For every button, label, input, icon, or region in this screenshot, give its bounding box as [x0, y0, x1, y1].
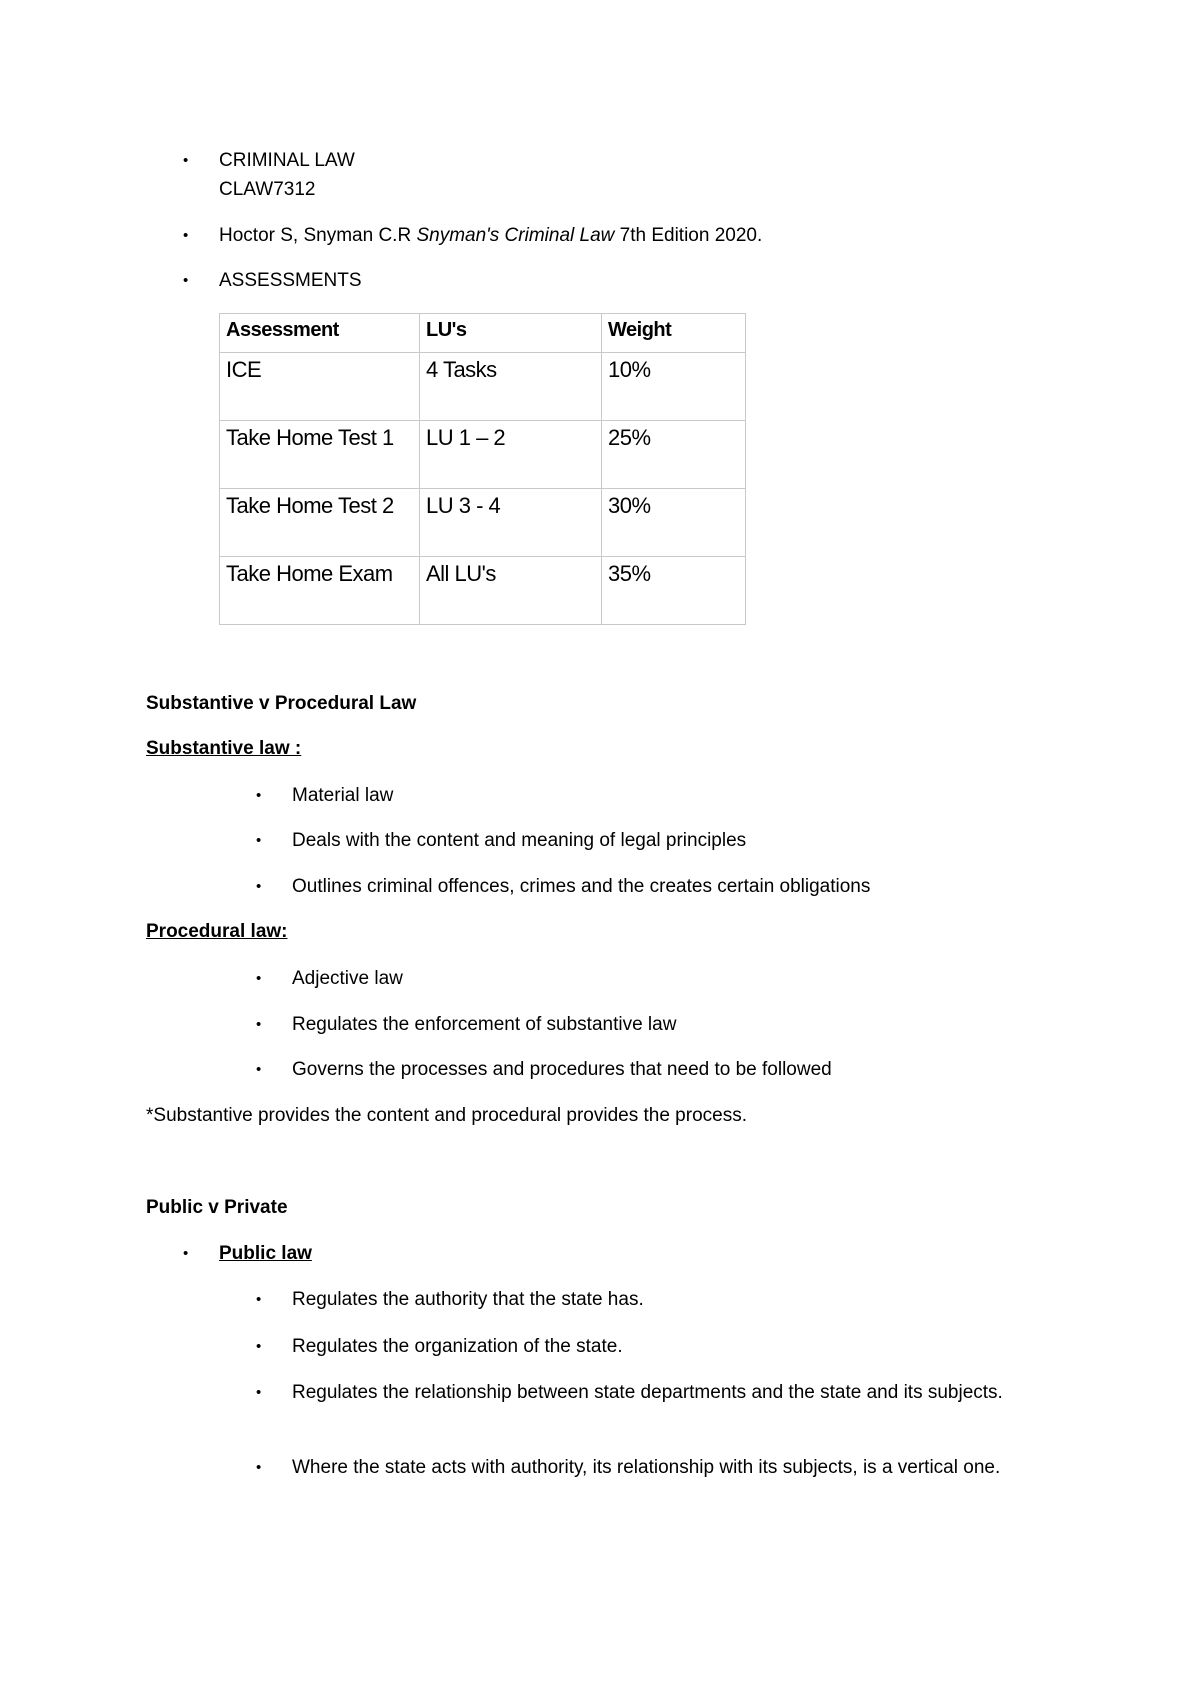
bullet: •: [183, 227, 189, 244]
table-cell: Take Home Test 2: [220, 489, 420, 557]
table-row: [220, 421, 746, 489]
bullet: •: [256, 1061, 262, 1078]
bullet: •: [256, 1016, 262, 1033]
bullet: •: [256, 832, 262, 849]
assessment-table: [219, 313, 746, 625]
section-title-public-private: Public v Private: [146, 1197, 288, 1218]
list-item: Material law: [292, 785, 394, 806]
bullet: •: [183, 1245, 189, 1262]
substantive-law-heading: Substantive law :: [146, 738, 302, 759]
table-cell: LU 3 - 4: [420, 489, 602, 557]
table-cell: 25%: [602, 421, 746, 489]
table-row: [220, 557, 746, 625]
prescribed-reference: [219, 221, 762, 250]
table-cell: 35%: [602, 557, 746, 625]
course-title: CRIMINAL LAW: [219, 150, 355, 171]
table-row: [220, 489, 746, 557]
list-item: Adjective law: [292, 968, 403, 989]
list-item: Regulates the relationship between state departments and the state and its subjects.: [292, 1382, 1003, 1403]
table-cell: LU 1 – 2: [420, 421, 602, 489]
reference-edition: 7th Edition 2020.: [614, 225, 763, 246]
bullet: •: [256, 1291, 262, 1308]
table-header-row: [220, 314, 746, 353]
bullet: •: [256, 1384, 262, 1401]
list-item: Governs the processes and procedures that need to be followed: [292, 1059, 832, 1080]
table-row: [220, 353, 746, 421]
assessments-label: ASSESSMENTS: [219, 270, 362, 291]
bullet: •: [256, 970, 262, 987]
header-cell: LU's: [420, 314, 602, 353]
table-cell: 4 Tasks: [420, 353, 602, 421]
list-item: Regulates the enforcement of substantive law: [292, 1014, 677, 1035]
list-item: Outlines criminal offences, crimes and the creates certain obligations: [292, 876, 871, 897]
bullet: •: [256, 878, 262, 895]
table-cell: 10%: [602, 353, 746, 421]
header-cell: Assessment: [220, 314, 420, 353]
list-item: Where the state acts with authority, its relationship with its subjects, is a vertical one.: [292, 1457, 1001, 1478]
table-cell: 30%: [602, 489, 746, 557]
bullet: •: [256, 787, 262, 804]
table-cell: Take Home Test 1: [220, 421, 420, 489]
table-cell: Take Home Exam: [220, 557, 420, 625]
public-law-heading: Public law: [219, 1243, 312, 1264]
bullet: •: [183, 152, 189, 169]
list-item: Deals with the content and meaning of legal principles: [292, 830, 747, 851]
table-cell: ICE: [220, 353, 420, 421]
list-item: Regulates the authority that the state has.: [292, 1289, 644, 1310]
section-title-substantive-procedural: Substantive v Procedural Law: [146, 693, 417, 714]
bullet: •: [256, 1338, 262, 1355]
bullet: •: [183, 272, 189, 289]
table-cell: All LU's: [420, 557, 602, 625]
procedural-law-heading: Procedural law:: [146, 921, 288, 942]
course-code: CLAW7312: [219, 179, 316, 200]
reference-book-title: Snyman's Criminal Law: [416, 225, 615, 246]
bullet: •: [256, 1459, 262, 1476]
summary-note: *Substantive provides the content and procedural provides the process.: [146, 1105, 747, 1126]
header-cell: Weight: [602, 314, 746, 353]
reference-authors: Hoctor S, Snyman C.R: [219, 225, 417, 246]
list-item: Regulates the organization of the state.: [292, 1336, 623, 1357]
